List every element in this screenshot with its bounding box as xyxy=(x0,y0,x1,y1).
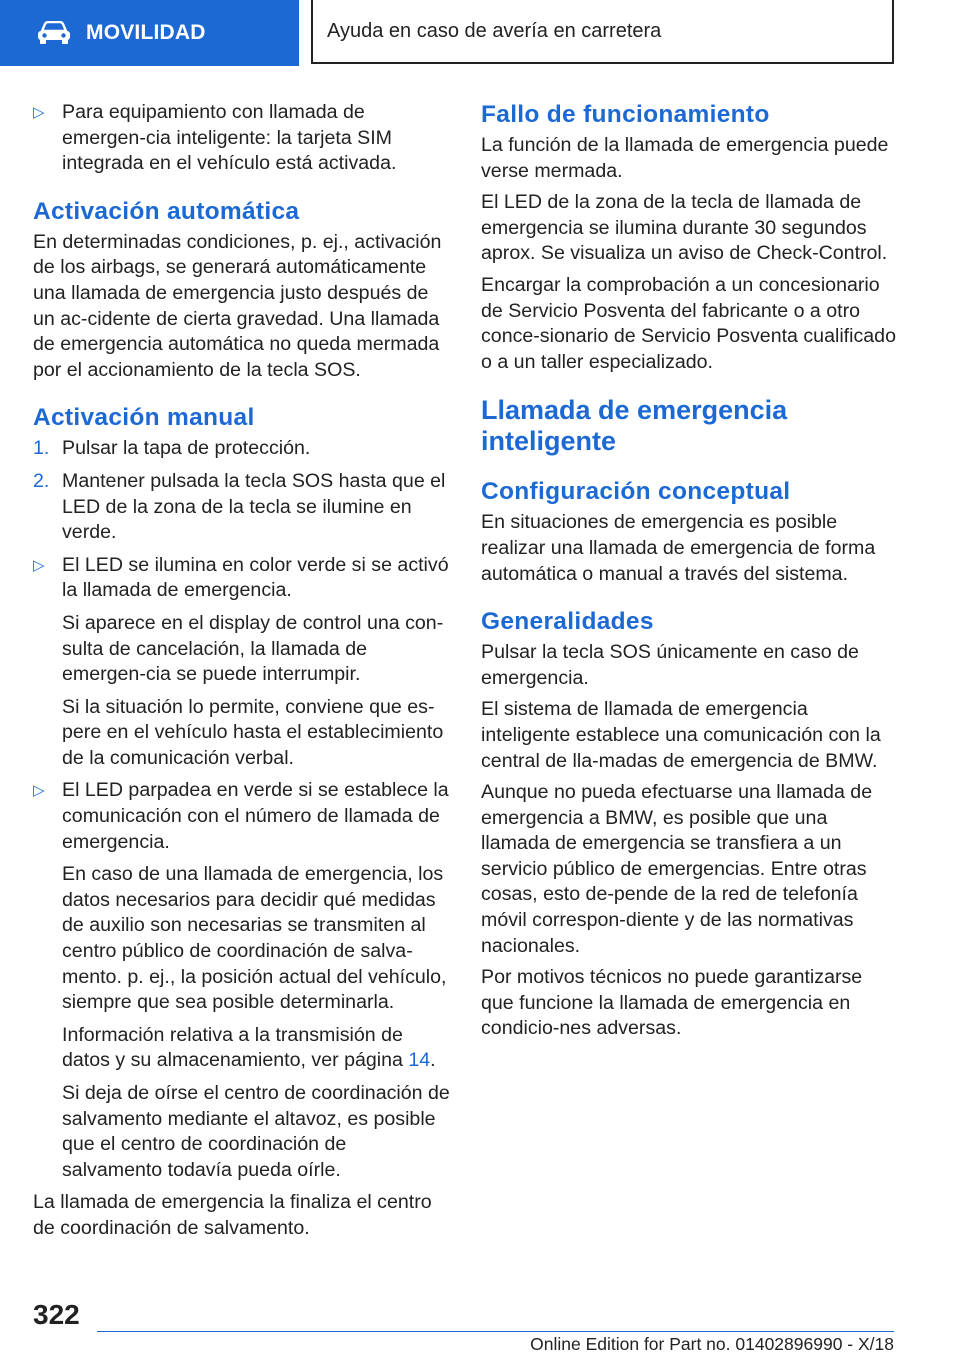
paragraph: En caso de una llamada de emergencia, los datos necesarios para decidir qué medidas de auxilio son necesarias se transmiten al centro público de coordinación de salva‐mento. p. ej., la posición actual del vehículo, siempre que sea posible determinarla. xyxy=(62,863,447,1014)
paragraph: La función de la llamada de emergencia puede verse mermada. xyxy=(481,134,889,182)
section-heading-fault: Fallo de funcionamiento xyxy=(481,101,770,128)
footer-divider xyxy=(97,1331,894,1332)
paragraph: El sistema de llamada de emergencia inteligente establece una comunicación con la central de lla‐madas de emergencia de BMW. xyxy=(481,698,881,772)
list-item-step: 1. Pulsar la tapa de protección. xyxy=(33,436,451,462)
car-icon xyxy=(36,21,72,45)
page-header xyxy=(0,0,960,66)
edition-text: Online Edition for Part no. 01402896990 - X/18 xyxy=(530,1334,894,1354)
paragraph: En determinadas condiciones, p. ej., activación de los airbags, se generará automáticamente una llamada de emergencia justo después de un ac‐cidente de cierta gravedad. Una llamada de emergencia automática no queda mermada por el accionamiento de la tecla SOS. xyxy=(33,230,442,381)
paragraph: El LED de la zona de la tecla de llamada de emergencia se ilumina durante 30 segundos aprox. Se visualiza un aviso de Check-Control. xyxy=(481,191,888,265)
section-label: MOVILIDAD xyxy=(86,21,206,44)
page-reference-link[interactable]: 14 xyxy=(408,1049,431,1072)
section-heading-manual: Activación manual xyxy=(33,404,255,432)
section-heading-auto: Activación automática xyxy=(33,197,300,225)
paragraph: Aunque no pueda efectuarse una llamada de emergencia a BMW, es posible que una llamada de emergencia se transfiera a un servicio público de emergencias. Entre otras cosas, esto de‐pende de la red de telefonía móvil correspon‐diente y de las normativas nacionales. xyxy=(481,781,873,957)
triangle-bullet-icon: ▷ xyxy=(33,556,45,574)
paragraph: Por motivos técnicos no puede garantizarse que funcione la llamada de emergencia en condicio‐nes adversas. xyxy=(481,966,863,1040)
right-column xyxy=(481,100,899,1048)
paragraph: En situaciones de emergencia es posible realizar una llamada de emergencia de forma automática o manual a través del sistema. xyxy=(481,511,876,585)
left-column xyxy=(33,100,451,1248)
step-number: 2. xyxy=(33,469,50,492)
paragraph: Encargar la comprobación a un concesionario de Servicio Posventa del fabricante o a otro conce‐sionario de Servicio Posventa cualificado o a un taller especializado. xyxy=(481,273,896,373)
topic-title: Ayuda en caso de avería en carretera xyxy=(311,0,894,64)
list-item: ▷ Para equipamiento con llamada de emergen‐cia inteligente: la tarjeta SIM integrada en el vehículo está activada. xyxy=(33,101,397,175)
list-item-result: ▷ El LED parpadea en verde si se establece la comunicación con el número de llamada de emergencia. xyxy=(33,779,449,853)
step-number: 1. xyxy=(33,437,50,460)
main-heading: Llamada de emergencia inteligente xyxy=(481,395,788,457)
paragraph: Si aparece en el display de control una con‐sulta de cancelación, la llamada de emergen‐cia se puede interrumpir. xyxy=(62,611,444,686)
paragraph: Si deja de oírse el centro de coordinación de salvamento mediante el altavoz, es posible que el centro de coordinación de salvamento todavía pueda oírle. xyxy=(62,1082,450,1181)
paragraph: Pulsar la tecla SOS únicamente en caso de emergencia. xyxy=(481,641,859,689)
paragraph: Información relativa a la transmisión de datos y su almacenamiento, ver página 14. xyxy=(62,1023,436,1072)
triangle-bullet-icon: ▷ xyxy=(33,782,45,800)
paragraph: La llamada de emergencia la finaliza el centro de coordinación de salvamento. xyxy=(33,1191,432,1239)
list-item-result: ▷ El LED se ilumina en color verde si se activó la llamada de emergencia. xyxy=(33,553,449,602)
page-number: 322 xyxy=(33,1299,80,1330)
section-heading-concept: Configuración conceptual xyxy=(481,478,791,506)
triangle-bullet-icon: ▷ xyxy=(33,104,45,121)
section-heading-general: Generalidades xyxy=(481,608,654,636)
paragraph: Si la situación lo permite, conviene que es‐pere en el vehículo hasta el establecimiento de la comunicación verbal. xyxy=(62,695,444,769)
list-item-step: 2. Mantener pulsada la tecla SOS hasta que el LED de la zona de la tecla se ilumine en verde. xyxy=(33,469,446,544)
section-tab xyxy=(0,0,299,66)
